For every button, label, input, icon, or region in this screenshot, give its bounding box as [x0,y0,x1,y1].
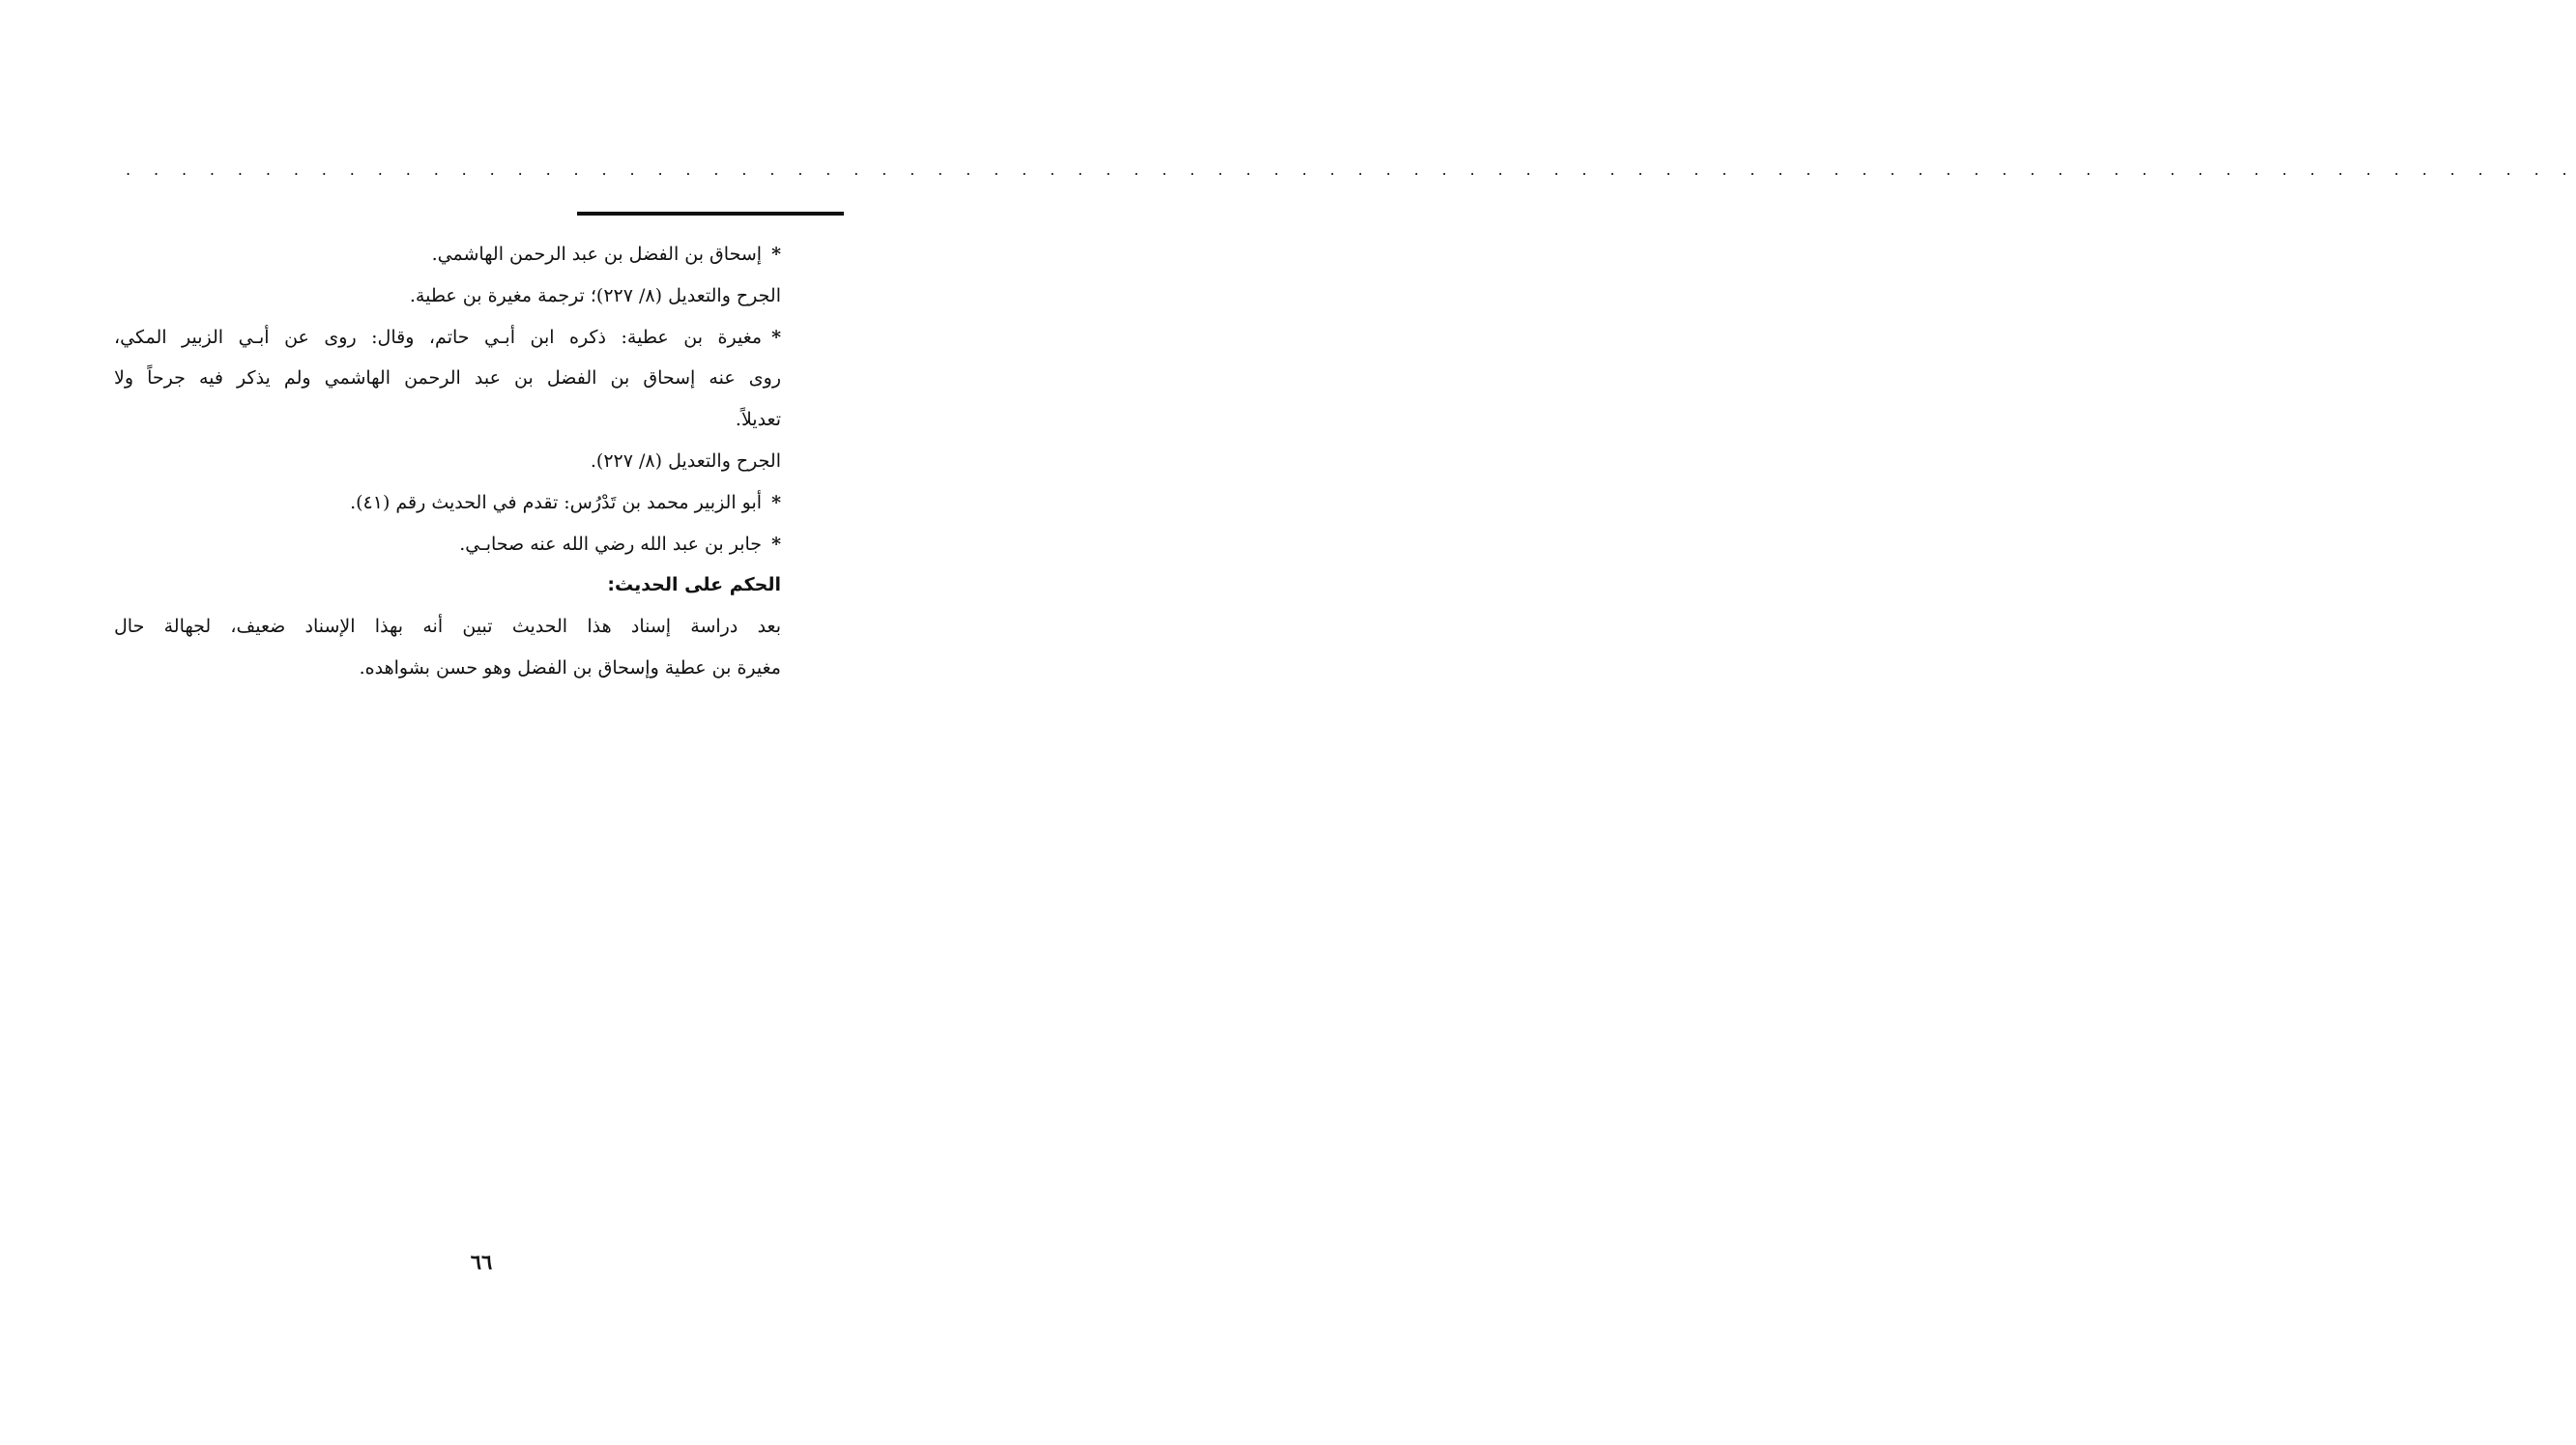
reference-line [114,275,781,317]
bullet-star-icon: * [771,244,781,265]
narrator-text: روى عنه إسحاق بن الفضل بن عبد الرحمن الهاشمي ولم يذكر فيه جرحاً ولا [114,367,781,390]
narrator-text: مغيرة بن عطية: ذكره ابن أبـي حاتم، وقال: روى عن أبـي الزبير المكي، [114,326,763,348]
narrator-entry [114,524,781,565]
section-heading: الحكم على الحديث: [607,574,781,596]
verdict-paragraph [114,606,781,648]
dotted-separator: . . . . . . . . . . . . . . . . . . . . . . . . . . . . . . . . . . . . . . . . . . . . . . . . . . . . . . . . . . . . . . . . . . . . . . . . . . . . . . . . . . . . . . . . [126,160,2576,179]
bullet-star-icon: * [771,491,781,513]
narrator-continuation [114,358,781,399]
narrator-text: إسحاق بن الفضل بن عبد الرحمن الهاشمي. [431,244,763,265]
verdict-text: مغيرة بن عطية وإسحاق بن الفضل وهو حسن بشواهده. [359,656,781,679]
narrator-entry [114,234,781,275]
reference-text: الجرح والتعديل (٨/ ٢٢٧)؛ ترجمة مغيرة بن عطية. [409,284,781,306]
page-number: ٦٦ [470,1250,493,1274]
narrator-text: جابر بن عبد الله رضي الله عنه صحابـي. [459,533,763,555]
narrator-entry [114,482,781,524]
reference-text: الجرح والتعديل (٨/ ٢٢٧). [590,449,781,472]
bullet-star-icon: * [771,326,781,348]
narrator-continuation [114,399,781,441]
verdict-text: بعد دراسة إسناد هذا الحديث تبين أنه بهذا الإسناد ضعيف، لجهالة حال [114,616,781,638]
horizontal-rule [577,212,844,216]
reference-line [114,441,781,482]
main-text [114,234,781,689]
bullet-star-icon: * [771,533,781,555]
narrator-text: تعديلاً. [735,409,781,431]
narrator-text: أبو الزبير محمد بن تَدْرُس: تقدم في الحديث رقم (٤١). [350,491,763,513]
verdict-paragraph [114,648,781,689]
narrator-entry [114,317,781,359]
